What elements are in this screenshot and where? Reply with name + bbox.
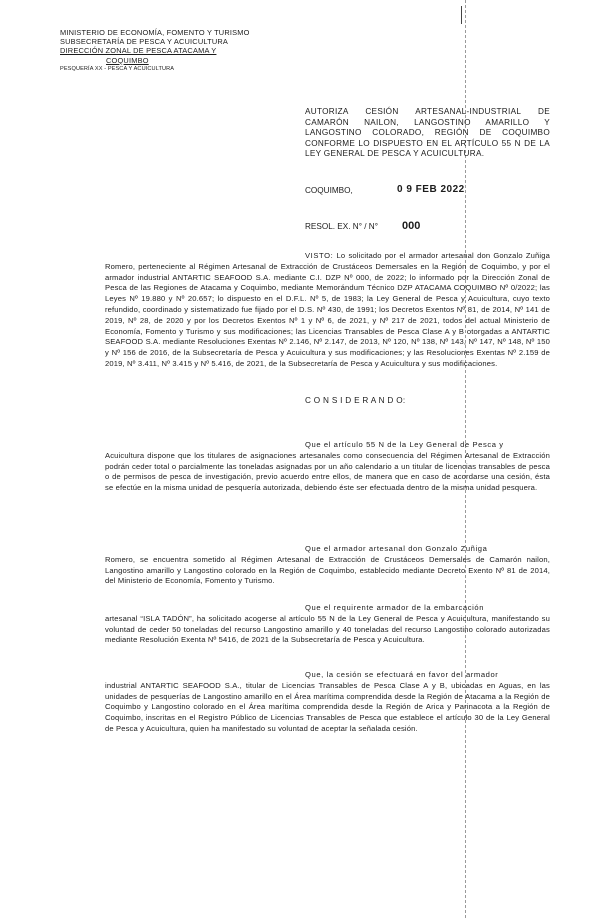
visto-paragraph xyxy=(105,251,550,370)
place-label: COQUIMBO, xyxy=(305,186,353,195)
page-corner-mark xyxy=(461,6,470,24)
considerando-paragraph-2 xyxy=(105,544,550,587)
letterhead-subsecretaria: SUBSECRETARÍA DE PESCA Y ACUICULTURA xyxy=(60,37,229,47)
considerando-4-lead: Que, la cesión se efectuará en favor del armador xyxy=(305,670,499,679)
visto-text: Lo solicitado por el armador artesanal don Gonzalo Zuñiga Romero, perteneciente al Régimen Artesanal de Extracción de Crustáceos Demersales en la Región de Coquimbo, y por el armador industrial ANTARTIC SEAFOOD S.A. mediante C.I. DZP Nº 000, de 2022; lo informado por la Dirección Zonal de Pesca de las Regiones de Atacama y Coquimbo, mediante Memorándum Técnico DZP ATACAMA COQUIMBO Nº 0/2022; las Leyes Nº 19.880 y Nº 20.657; lo dispuesto en el D.F.L. Nº 5, de 1983; la Ley General de Pesca y Acuicultura, cuyo texto refundido, coordinado y sistematizado fue fijado por el D.S. Nº 430, de 1991; los Decretos Exentos Nº 81, de 2014, Nº 141 de 2019, Nº 28, de 2020 y por los Decretos Exentos Nº 1 y Nº 6, de 2021, y Nº 217 de 2021, todos del actual Ministerio de Economía, Fomento y Turismo y sus modificaciones; las Licencias Transables de Pesca Clase A y B otorgadas a ANTARTIC SEAFOOD S.A. mediante Resoluciones Exentas Nº 2.146, Nº 2.147, de 2013, Nº 120, Nº 138, Nº 143, Nº 147, Nº 148, Nº 150 y Nº 156 de 2016, de la Subsecretaría de Pesca y Acuicultura y sus modificaciones; y las Resoluciones Exentas Nº 2.159 de 2019, Nº 3.411, Nº 3.415 y Nº 5.416, de 2021, de la Subsecretaría de Pesca y Acuicultura y sus modificaciones. xyxy=(105,251,550,368)
document-title: AUTORIZA CESIÓN ARTESANAL-INDUSTRIAL DE CAMARÓN NAILON, LANGOSTINO AMARILLO Y LANGOSTINO COLORADO, REGIÓN DE COQUIMBO CONFORME LO DISPUESTO EN EL ARTÍCULO 55 N DE LA LEY GENERAL DE PESCA Y ACUICULTURA. xyxy=(305,107,550,159)
considerando-2-text: Romero, se encuentra sometido al Régimen Artesanal de Extracción de Crustáceos Demersales de Camarón nailon, Langostino amarillo y Langostino colorado en la Región de Coquimbo, establecido mediante Decreto Exento Nº 81 de 2014, del Ministerio de Economía, Fomento y Turismo. xyxy=(105,554,550,586)
letterhead-region: COQUIMBO xyxy=(106,55,149,65)
considerando-paragraph-4 xyxy=(105,670,550,735)
considerando-paragraph-1 xyxy=(105,440,550,494)
considerando-heading: C O N S I D E R A N D O: xyxy=(305,396,406,405)
resolution-label: RESOL. EX. N° / N° xyxy=(305,222,378,231)
date-stamp: 0 9 FEB 2022 xyxy=(397,184,465,195)
letterhead-direccion: DIRECCIÓN ZONAL DE PESCA ATACAMA Y xyxy=(60,46,217,56)
considerando-3-lead: Que el requirente armador de la embarcación xyxy=(305,603,485,612)
considerando-1-lead: Que el artículo 55 N de la Ley General de Pesca y xyxy=(305,440,504,449)
considerando-paragraph-3 xyxy=(105,603,550,646)
considerando-3-text: artesanal “ISLA TADÓN”, ha solicitado acogerse al artículo 55 N de la Ley General de Pesca y Acuicultura, manifestando su voluntad de ceder 50 toneladas del recurso Langostino amarillo y 40 toneladas del recurso Langostino colorado autorizadas mediante Resolución Exenta Nº 5416, de 2021 de la Subsecretaría de Pesca y Acuicultura. xyxy=(105,613,550,645)
visto-lead: VISTO: xyxy=(305,251,334,260)
considerando-2-lead: Que el armador artesanal don Gonzalo Zuñiga xyxy=(305,544,488,553)
letterhead-subline: PESQUERÍA XX - PESCA Y ACUICULTURA xyxy=(60,65,175,72)
considerando-4-text: industrial ANTARTIC SEAFOOD S.A., titular de Licencias Transables de Pesca Clase A y B, ubicadas en Aguas, en las unidades de pesquerías de Langostino amarillo en el Área marítima comprendida desde la Región de Atacama a la Región de Coquimbo y Langostino colorado en el Área marítima comprendida desde la Región de Arica y Parinacota a la Región de Coquimbo, inscritas en el Registro Público de Licencias Transables de Pesca que establece el artículo 30 de la Ley General de Pesca y Acuicultura, quien ha manifestado su voluntad de aceptar la señalada cesión. xyxy=(105,680,550,733)
letterhead-ministry: MINISTERIO DE ECONOMÍA, FOMENTO Y TURISMO xyxy=(60,28,250,37)
resolution-number: 000 xyxy=(402,220,421,232)
considerando-1-text: Acuicultura dispone que los titulares de asignaciones artesanales como consecuencia del Régimen Artesanal de Extracción podrán ceder total o parcialmente las toneladas asignadas por un año calendario a un titular de licencias transables de pesca o de permisos de pesca de investigación, previo acuerdo entre ellos, de manera que en caso de acordarse una cesión, ésta se efectúe en la misma unidad de pesquería autorizada, debiendo éste ser efectuada dentro de la misma unidad pesquera. xyxy=(105,450,550,493)
letterhead xyxy=(60,28,290,74)
